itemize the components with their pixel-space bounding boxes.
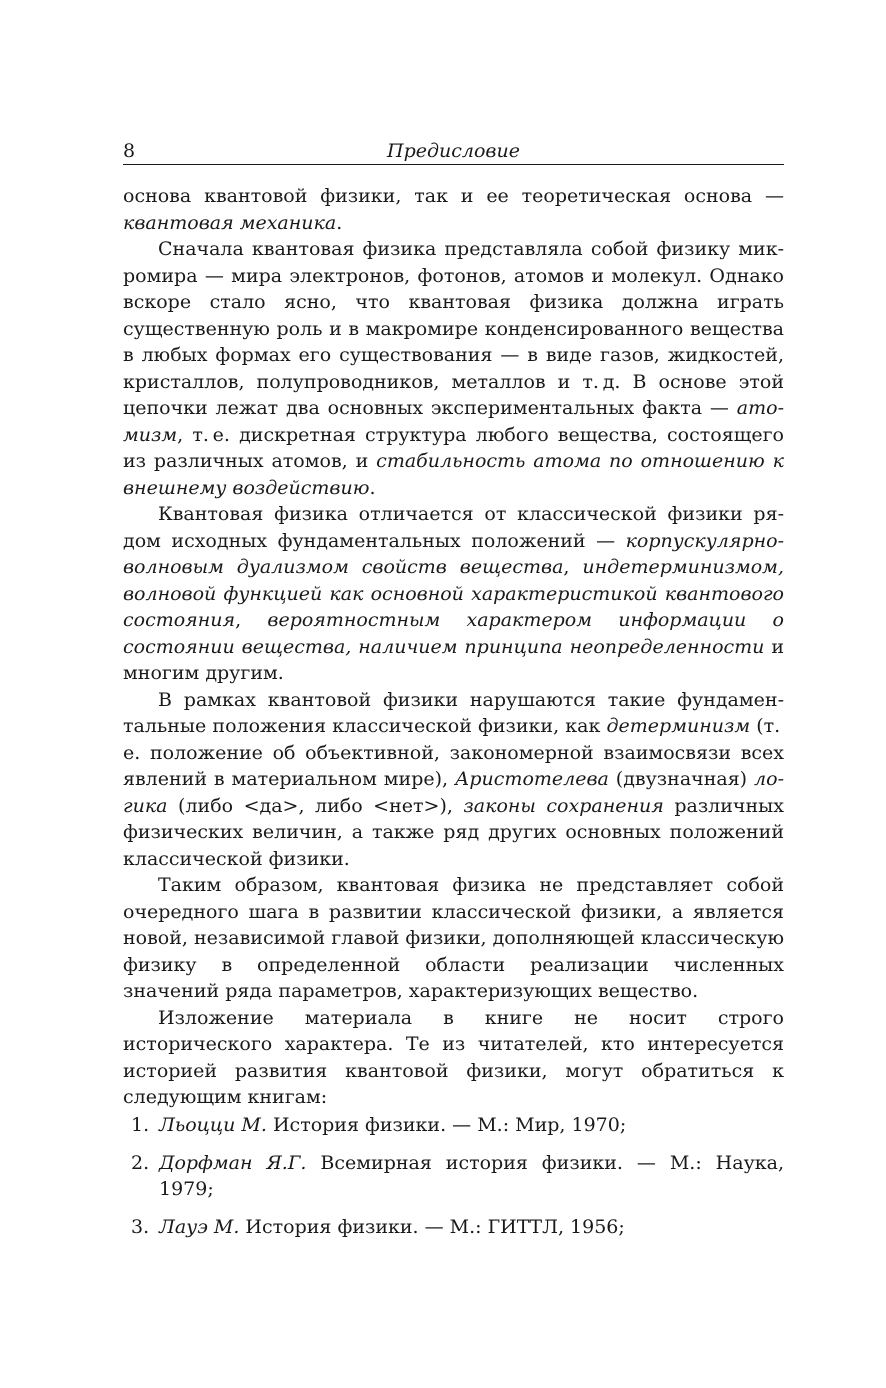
emphasized-text: корпускулярно-волновым дуализмом свойств вещества bbox=[123, 529, 784, 578]
reference-author: Льоцци М. bbox=[159, 1114, 267, 1136]
reference-details: История физики. — М.: Мир, 1970; bbox=[266, 1114, 627, 1136]
text-segment: . bbox=[369, 476, 376, 499]
running-head: Предисловие bbox=[387, 140, 520, 162]
page-header bbox=[123, 138, 784, 165]
emphasized-text: стабильность атома по отношению к внешнему воздействию bbox=[123, 450, 784, 499]
text-segment: В рамках квантовой физики нарушаются такие фундаментальные положения классической физики, как bbox=[123, 688, 784, 737]
paragraph bbox=[123, 872, 784, 1005]
reference-details: Всемирная история физики. — М.: Наука, 1979; bbox=[159, 1151, 784, 1200]
reference-number: 1. bbox=[131, 1114, 150, 1136]
body-text bbox=[123, 183, 784, 1111]
text-segment: (т. е. положение об объективной, закономерной взаимосвязи всех явлений в материальном мире), bbox=[123, 715, 784, 790]
reference-list bbox=[123, 1112, 784, 1251]
emphasized-text: Аристотелева bbox=[455, 768, 609, 790]
reference-details: История физики. — М.: ГИТТЛ, 1956; bbox=[239, 1215, 625, 1238]
text-segment: (двузначная) bbox=[608, 768, 755, 790]
emphasized-text: законы сохранения bbox=[463, 794, 664, 817]
reference-item bbox=[123, 1112, 784, 1139]
paragraph bbox=[123, 183, 784, 236]
reference-number: 3. bbox=[131, 1215, 150, 1238]
emphasized-text: детерминизм bbox=[606, 715, 751, 737]
paragraph bbox=[123, 687, 784, 873]
text-segment: , т. е. дискретная структура любого вещества, состоящего из различных атомов, и bbox=[123, 423, 784, 472]
text-segment: и многим другим. bbox=[123, 635, 785, 684]
emphasized-text: квантовая механика bbox=[123, 211, 337, 234]
reference-number: 2. bbox=[131, 1151, 150, 1174]
emphasized-text: логика bbox=[123, 768, 784, 817]
text-segment: . bbox=[336, 211, 343, 234]
emphasized-text: вероятностным характером информации о состоянии вещества, наличием принципа неопределенности bbox=[123, 609, 784, 658]
text-segment: Квантовая физика отличается от классической физики рядом исходных фундаментальных положений — bbox=[123, 503, 784, 552]
text-segment: Изложение материала в книге не носит строго исторического характера. Те из читателей, кто интересуется историей развития квантовой физики, могут обратиться к следующим книгам: bbox=[123, 1006, 784, 1108]
text-segment: различных физических величин, а также ряд других основных положений классической физики. bbox=[123, 794, 784, 870]
page-number: 8 bbox=[123, 140, 136, 162]
text-segment: Сначала квантовая физика представляла собой физику микромира — мира электронов, фотонов, атомов и молекул. Однако вскоре стало ясно, что квантовая физика должна играть существенную роль и в макромире конденсированного вещества в любых формах его существования — в виде газов, жидкостей, кристаллов, полупроводников, металлов и т. д. В основе этой цепочки лежат два основных экспериментальных факта — bbox=[123, 238, 784, 419]
reference-item bbox=[123, 1214, 784, 1241]
text-segment: основа квантовой физики, так и ее теоретическая основа — bbox=[123, 185, 784, 207]
emphasized-text: индетерминизмом, волновой функцией как основной характеристикой квантового состояния bbox=[123, 556, 784, 631]
reference-author: Дорфман Я.Г. bbox=[159, 1151, 307, 1174]
text-segment: (либо <да>, либо <нет>), bbox=[167, 794, 464, 817]
paragraph bbox=[123, 1005, 784, 1111]
emphasized-text: атомизм bbox=[123, 397, 784, 446]
reference-author: Лауэ М. bbox=[159, 1215, 240, 1238]
paragraph bbox=[123, 501, 784, 687]
paragraph bbox=[123, 236, 784, 501]
text-segment: , bbox=[235, 609, 268, 631]
reference-item bbox=[123, 1150, 784, 1203]
text-segment: Таким образом, квантовая физика не представляет собой очередного шага в развитии классической физики, а является новой, независимой главой физики, дополняющей классическую физику в определенной области реализации численных значений ряда параметров, характеризующих вещество. bbox=[123, 874, 784, 1002]
text-segment: , bbox=[563, 556, 583, 578]
